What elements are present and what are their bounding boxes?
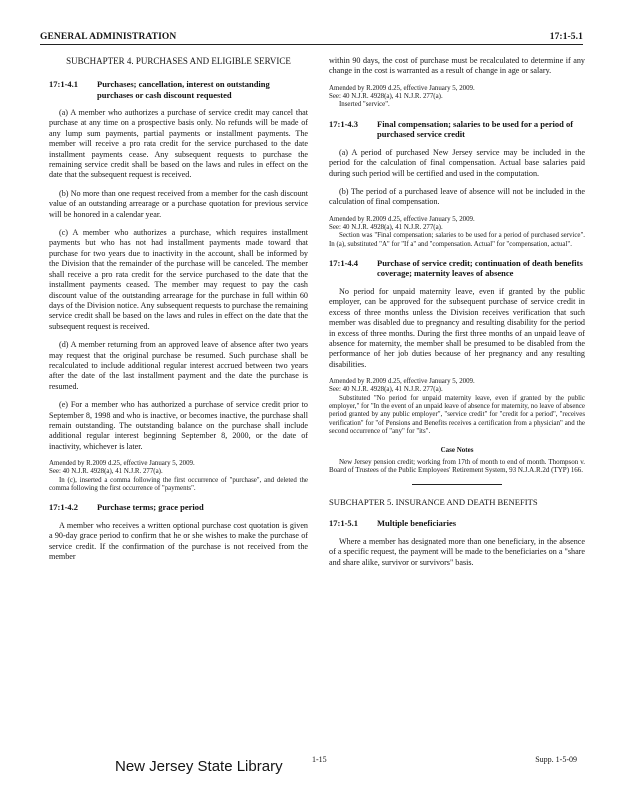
history-see: See: 40 N.J.R. 4928(a), 41 N.J.R. 277(a). [329, 93, 443, 101]
section-heading-4-3 [329, 119, 585, 140]
history-detail: Section was "Final compensation; salaries to be used for a period of purchased service". In (a), substituted "A" for "If a" and "compensation. Actual" for "compensation, actual". [329, 232, 585, 248]
paragraph-b: (b) The period of a purchased leave of absence will not be included in the calculation of final compensation. [329, 186, 585, 207]
history-note [329, 378, 585, 436]
header-title: GENERAL ADMINISTRATION [40, 32, 177, 42]
section-number: 17:1-4.4 [329, 257, 359, 268]
paragraph-maternity: No period for unpaid maternity leave, even if granted by the public employer, can be approved for the subsequent purchase of service credit in excess of three months unless the Division receives verification that such member was disabled due to pregnancy and resulting disability for the period in excess of three months. During the first three months of an unpaid leave of absence for maternity, the member shall be presumed to be disabled from the performance of her job duties because of her pregnancy and any resulting disabilities. [329, 286, 585, 369]
library-watermark: New Jersey State Library [115, 758, 283, 775]
paragraph-a: (a) A period of purchased New Jersey service may be included in the period for the calculation of final compensation. Actual base salaries paid during such period will be certified and used in the computation. [329, 147, 585, 178]
section-title: Final compensation; salaries to be used for a period of purchased service credit [377, 118, 574, 140]
left-column [49, 56, 308, 571]
history-amended: Amended by R.2009 d.25, effective January 5, 2009. [49, 460, 195, 468]
paragraph-b: (b) No more than one request received from a member for the cash discount value of an outstanding arrearage or a purchase quotation for previous service will be honored in a calendar year. [49, 188, 308, 219]
case-notes-heading: Case Notes [440, 446, 474, 455]
history-see: See: 40 N.J.R. 4928(a), 41 N.J.R. 277(a). [49, 468, 163, 476]
case-notes-body: New Jersey pension credit; working from 17th of month to end of month. Thompson v. Board of Trustees of the Public Employees' Retirement System, 93 N.J.A.R.2d (TYP) 166. [329, 457, 585, 475]
page-footer [0, 752, 619, 782]
history-note [329, 85, 585, 110]
section-number: 17:1-4.3 [329, 118, 359, 129]
supplement-date: Supp. 1-5-09 [535, 755, 577, 764]
section-heading-4-1 [49, 79, 308, 100]
paragraph-e: (e) For a member who has authorized a purchase of service credit prior to September 8, 1998 and who is inactive, or becomes inactive, the purchase shall remain outstanding. The outstanding balance on the purchase shall include additional regular interest beginning September 8, 2000, or the date of inactivity, whichever is later. [49, 400, 308, 451]
subchapter-4-heading: SUBCHAPTER 4. PURCHASES AND ELIGIBLE SERVICE [66, 56, 291, 66]
section-heading-5-1 [329, 518, 585, 529]
page-number: 1-15 [312, 755, 327, 764]
paragraph-beneficiaries: Where a member has designated more than one beneficiary, in the absence of a specific request, the payment will be made to the beneficiaries on a "share and share alike, survivor or survivors" basis. [329, 536, 585, 567]
section-number: 17:1-5.1 [329, 518, 359, 529]
right-column [329, 56, 585, 576]
history-see: See: 40 N.J.R. 4928(a), 41 N.J.R. 277(a). [329, 224, 443, 232]
history-detail: Substituted "No period for unpaid maternity leave, even if granted by the public employer," for "In the event of an unpaid leave of absence for maternity, no leave of absence period granted by any public employer", "service credit" for "credit for a period", "receives verification" for "of Pensions and Benefits receives a certification from a physician" and the second occurrence of "any" for "its". [329, 394, 585, 435]
subchapter-5-heading: SUBCHAPTER 5. INSURANCE AND DEATH BENEFITS [329, 497, 538, 508]
section-number: 17:1-4.1 [49, 79, 79, 89]
paragraph-grace-period: A member who receives a written optional purchase cost quotation is given a 90-day grace period to confirm that he or she wishes to make the purchase of service credit. If the confirmation of the purchase is not received from the member [49, 520, 308, 562]
section-title: Purchase of service credit; continuation of death benefits coverage; maternity leaves of absence [377, 257, 583, 279]
running-header [40, 30, 583, 45]
paragraph-c: (c) A member who authorizes a purchase, which requires installment payments but who has not had installment payments made toward that purchase for two years due to inactivity in the account, shall be informed by the Division that the remainder of the purchase will be canceled. The member shall receive a pro rata credit for the service purchased to the date that the installment payments ceased. The member may request to pay the cash discount value of the outstanding arrearage for the purchase in full within 60 days of the Division notice. Any subsequent requests to purchase the remaining service credit shall be based on the laws and rules in effect on the date that the subsequent request is received. [49, 228, 308, 331]
paragraph-a: (a) A member who authorizes a purchase of service credit may cancel that purchase at any time on a prospective basis only. No refunds will be made of any lump sum payments, partial payments or installment payments. The member will receive a pro rata credit for the service purchased to the date installment payments cease. Any subsequent requests to purchase the remaining service credit shall be based on the laws and rules in effect on the date that the subsequent request is received. [49, 108, 308, 180]
paragraph-d: (d) A member returning from an approved leave of absence after two years may request that the original purchase be resumed. Such purchase shall be recalculated to include additional regular interest accrued between two years after the date of the last installment payment and the date the purchase is resumed. [49, 340, 308, 391]
history-detail: In (c), inserted a comma following the first occurrence of "purchase", and deleted the comma following the first occurrence of "payments". [49, 476, 308, 493]
history-see: See: 40 N.J.R. 4928(a), 41 N.J.R. 277(a). [329, 386, 443, 394]
history-amended: Amended by R.2009 d.25, effective January 5, 2009. [329, 215, 475, 223]
history-amended: Amended by R.2009 d.25, effective January 5, 2009. [329, 84, 475, 92]
section-heading-4-4 [329, 258, 585, 279]
history-note [49, 460, 308, 493]
section-title: Purchase terms; grace period [97, 502, 204, 513]
section-divider [412, 484, 502, 485]
section-title: Purchases; cancellation, interest on outstanding purchases or cash discount requested [97, 79, 270, 100]
header-section-range: 17:1-5.1 [549, 32, 583, 42]
section-title: Multiple beneficiaries [377, 518, 457, 529]
history-amended: Amended by R.2009 d.25, effective January 5, 2009. [329, 378, 475, 386]
history-detail: Inserted "service". [339, 101, 390, 109]
paragraph-continued: within 90 days, the cost of purchase must be recalculated to determine if any change in the cost is warranted as a result of change in age or salary. [329, 56, 585, 76]
section-heading-4-2 [49, 502, 308, 513]
history-note [329, 216, 585, 249]
section-number: 17:1-4.2 [49, 502, 79, 513]
